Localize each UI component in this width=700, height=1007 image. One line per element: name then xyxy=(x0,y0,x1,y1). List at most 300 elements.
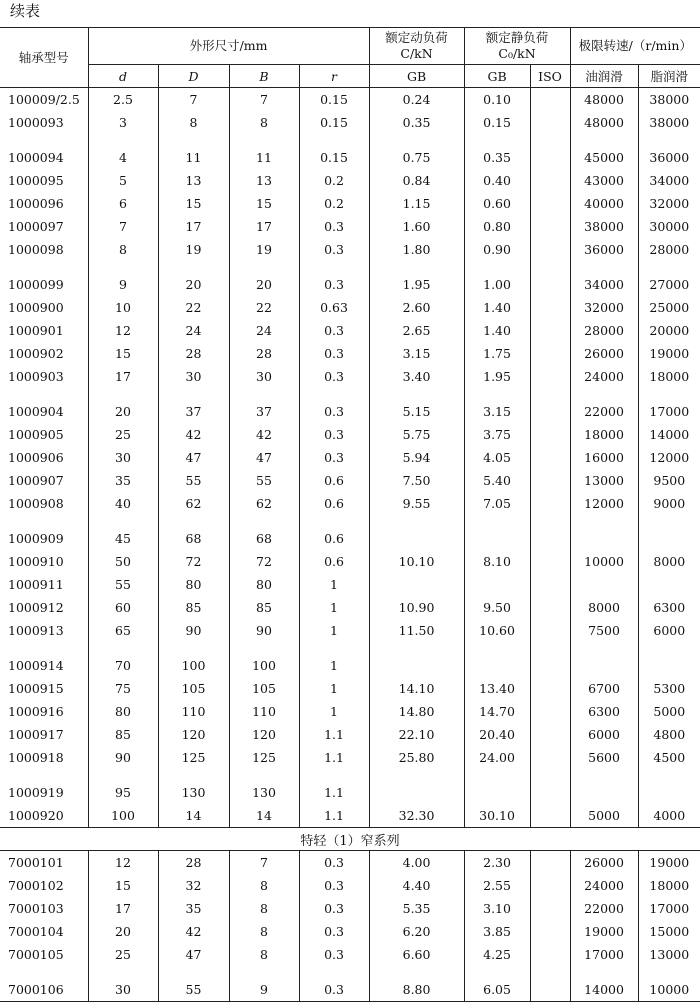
table-cell: 0.80 xyxy=(464,215,530,238)
table-row xyxy=(0,192,700,215)
table-cell: 0.3 xyxy=(299,400,369,423)
col-gb-dynamic: GB xyxy=(369,65,464,88)
table-row xyxy=(0,550,700,573)
table-cell: 1000901 xyxy=(8,323,64,338)
table-cell: 28 xyxy=(229,342,299,365)
table-cell: 9.50 xyxy=(464,596,530,619)
table-cell: 0.60 xyxy=(464,192,530,215)
table-cell xyxy=(530,781,570,804)
table-cell: 14 xyxy=(229,804,299,828)
table-cell: 20 xyxy=(88,920,158,943)
table-cell: 32000 xyxy=(570,296,638,319)
table-cell: 4.00 xyxy=(369,851,464,875)
table-cell: 1000914 xyxy=(8,658,64,673)
table-cell: 14.10 xyxy=(369,677,464,700)
table-cell: 32 xyxy=(158,874,229,897)
table-cell: 4.25 xyxy=(464,943,530,966)
table-cell: 9 xyxy=(229,978,299,1002)
table-cell: 4800 xyxy=(638,723,700,746)
table-cell: 3.85 xyxy=(464,920,530,943)
table-cell xyxy=(530,146,570,169)
table-cell xyxy=(530,874,570,897)
table-cell: 1.40 xyxy=(464,296,530,319)
group-spacer xyxy=(0,261,700,273)
table-cell: 1 xyxy=(299,573,369,596)
table-cell: 13 xyxy=(158,169,229,192)
table-cell: 3 xyxy=(88,111,158,134)
table-cell: 45 xyxy=(88,527,158,550)
table-cell: 1.1 xyxy=(299,723,369,746)
table-cell xyxy=(530,527,570,550)
table-row xyxy=(0,746,700,769)
table-cell xyxy=(530,746,570,769)
col-d: d xyxy=(88,65,158,88)
table-row xyxy=(0,215,700,238)
table-cell: 28 xyxy=(158,342,229,365)
table-cell: 1.80 xyxy=(369,238,464,261)
table-cell: 0.24 xyxy=(369,88,464,112)
table-cell: 6700 xyxy=(570,677,638,700)
table-cell: 0.40 xyxy=(464,169,530,192)
table-cell xyxy=(570,654,638,677)
table-cell: 1000908 xyxy=(8,496,64,511)
table-cell: 42 xyxy=(158,423,229,446)
table-cell: 1000904 xyxy=(8,404,64,419)
table-row xyxy=(0,527,700,550)
table-cell: 20 xyxy=(88,400,158,423)
table-row xyxy=(0,897,700,920)
table-cell: 40 xyxy=(88,492,158,515)
table-row xyxy=(0,446,700,469)
group-spacer xyxy=(0,388,700,400)
table-cell: 1.40 xyxy=(464,319,530,342)
col-speed-header: 极限转速/（r/min） xyxy=(570,28,700,65)
table-cell xyxy=(530,111,570,134)
table-cell: 1000912 xyxy=(8,600,64,615)
table-cell: 0.90 xyxy=(464,238,530,261)
table-cell: 5.94 xyxy=(369,446,464,469)
table-cell: 10.90 xyxy=(369,596,464,619)
table-cell: 30 xyxy=(229,365,299,388)
table-row xyxy=(0,978,700,1002)
table-cell: 12 xyxy=(88,319,158,342)
table-cell: 8 xyxy=(88,238,158,261)
table-cell xyxy=(530,723,570,746)
table-cell: 17 xyxy=(88,365,158,388)
table-cell: 1000097 xyxy=(8,219,64,234)
table-cell: 3.15 xyxy=(464,400,530,423)
table-caption: 续表 xyxy=(10,2,41,20)
table-cell xyxy=(530,88,570,112)
table-cell: 28000 xyxy=(570,319,638,342)
table-cell: 3.75 xyxy=(464,423,530,446)
table-cell: 0.3 xyxy=(299,365,369,388)
table-cell xyxy=(530,897,570,920)
table-row xyxy=(0,342,700,365)
table-cell: 18000 xyxy=(638,874,700,897)
table-cell: 70 xyxy=(88,654,158,677)
table-row xyxy=(0,238,700,261)
table-cell: 1 xyxy=(299,619,369,642)
table-cell: 11.50 xyxy=(369,619,464,642)
table-cell: 1000095 xyxy=(8,173,64,188)
table-cell: 85 xyxy=(229,596,299,619)
table-cell: 8 xyxy=(229,920,299,943)
table-cell: 100009/2.5 xyxy=(8,92,80,107)
table-cell: 1000099 xyxy=(8,277,64,292)
table-cell: 20 xyxy=(158,273,229,296)
table-cell: 12 xyxy=(88,851,158,875)
table-cell: 105 xyxy=(229,677,299,700)
group-spacer xyxy=(0,642,700,654)
table-cell xyxy=(369,527,464,550)
table-cell: 14.70 xyxy=(464,700,530,723)
table-cell: 19000 xyxy=(638,851,700,875)
table-cell: 6000 xyxy=(570,723,638,746)
table-cell: 11 xyxy=(158,146,229,169)
table-cell: 125 xyxy=(229,746,299,769)
table-cell: 12000 xyxy=(638,446,700,469)
table-cell: 14 xyxy=(158,804,229,828)
table-cell: 17000 xyxy=(638,897,700,920)
table-cell: 19000 xyxy=(570,920,638,943)
table-cell: 6300 xyxy=(638,596,700,619)
table-cell: 19 xyxy=(229,238,299,261)
table-cell: 17 xyxy=(88,897,158,920)
table-cell: 17 xyxy=(229,215,299,238)
table-cell: 9.55 xyxy=(369,492,464,515)
table-cell xyxy=(570,573,638,596)
table-cell: 43000 xyxy=(570,169,638,192)
table-cell: 10000 xyxy=(570,550,638,573)
table-cell xyxy=(530,596,570,619)
table-cell: 120 xyxy=(229,723,299,746)
table-cell: 62 xyxy=(229,492,299,515)
table-cell: 1000902 xyxy=(8,346,64,361)
bearing-table xyxy=(0,27,700,1002)
table-row xyxy=(0,88,700,112)
table-cell: 18000 xyxy=(570,423,638,446)
table-body-1 xyxy=(0,88,700,828)
table-cell: 6300 xyxy=(570,700,638,723)
table-cell: 0.3 xyxy=(299,238,369,261)
table-cell: 1.1 xyxy=(299,746,369,769)
table-cell: 26000 xyxy=(570,851,638,875)
table-cell: 17 xyxy=(158,215,229,238)
table-cell: 11 xyxy=(229,146,299,169)
table-cell: 0.6 xyxy=(299,527,369,550)
table-cell: 8.10 xyxy=(464,550,530,573)
table-row xyxy=(0,920,700,943)
table-cell: 0.15 xyxy=(299,88,369,112)
table-cell xyxy=(464,781,530,804)
col-model-header: 轴承型号 xyxy=(0,28,88,88)
table-cell: 90 xyxy=(88,746,158,769)
table-row xyxy=(0,619,700,642)
table-cell: 5600 xyxy=(570,746,638,769)
table-cell: 10 xyxy=(88,296,158,319)
table-cell: 47 xyxy=(158,446,229,469)
table-cell: 7 xyxy=(229,88,299,112)
table-cell: 0.3 xyxy=(299,874,369,897)
table-cell: 5300 xyxy=(638,677,700,700)
table-cell: 38000 xyxy=(570,215,638,238)
table-cell: 2.30 xyxy=(464,851,530,875)
table-row xyxy=(0,273,700,296)
table-cell: 7 xyxy=(229,851,299,875)
table-cell: 7000103 xyxy=(8,901,64,916)
table-cell: 0.15 xyxy=(299,111,369,134)
table-row xyxy=(0,677,700,700)
group-spacer xyxy=(0,515,700,527)
table-cell: 7 xyxy=(88,215,158,238)
group-spacer xyxy=(0,966,700,978)
col-iso: ISO xyxy=(530,65,570,88)
col-dims-header: 外形尺寸/mm xyxy=(88,28,369,65)
table-cell: 35 xyxy=(158,897,229,920)
table-row xyxy=(0,596,700,619)
group-spacer xyxy=(0,769,700,781)
table-cell: 35 xyxy=(88,469,158,492)
table-cell xyxy=(530,573,570,596)
table-cell: 14000 xyxy=(638,423,700,446)
table-cell: 12000 xyxy=(570,492,638,515)
table-cell: 1000920 xyxy=(8,808,64,823)
table-cell xyxy=(530,238,570,261)
table-cell: 1000905 xyxy=(8,427,64,442)
table-cell: 4.40 xyxy=(369,874,464,897)
table-cell: 48000 xyxy=(570,111,638,134)
table-cell: 80 xyxy=(229,573,299,596)
table-cell: 13 xyxy=(229,169,299,192)
table-cell: 30 xyxy=(158,365,229,388)
table-cell: 72 xyxy=(229,550,299,573)
table-cell: 3.40 xyxy=(369,365,464,388)
table-cell: 28 xyxy=(158,851,229,875)
table-cell: 28000 xyxy=(638,238,700,261)
table-cell xyxy=(530,978,570,1002)
table-cell: 0.6 xyxy=(299,469,369,492)
table-cell: 22000 xyxy=(570,897,638,920)
table-cell xyxy=(530,169,570,192)
table-cell: 10.10 xyxy=(369,550,464,573)
table-cell: 1000919 xyxy=(8,785,64,800)
col-dynamic-load-header: 额定动负荷 C/kN xyxy=(369,28,464,65)
table-cell: 130 xyxy=(158,781,229,804)
table-cell: 38000 xyxy=(638,111,700,134)
table-cell xyxy=(530,215,570,238)
table-cell: 4.05 xyxy=(464,446,530,469)
table-cell: 100 xyxy=(158,654,229,677)
table-cell: 3.10 xyxy=(464,897,530,920)
table-cell: 55 xyxy=(158,469,229,492)
table-cell: 24000 xyxy=(570,874,638,897)
table-cell: 25000 xyxy=(638,296,700,319)
table-cell: 100 xyxy=(88,804,158,828)
table-cell: 5.35 xyxy=(369,897,464,920)
table-cell: 30 xyxy=(88,978,158,1002)
table-cell: 8 xyxy=(229,111,299,134)
table-cell: 1000900 xyxy=(8,300,64,315)
table-cell: 22.10 xyxy=(369,723,464,746)
table-cell: 7.50 xyxy=(369,469,464,492)
table-cell: 13000 xyxy=(638,943,700,966)
table-cell: 6.60 xyxy=(369,943,464,966)
section-row xyxy=(0,828,700,851)
table-cell: 20.40 xyxy=(464,723,530,746)
table-cell: 4 xyxy=(88,146,158,169)
table-cell xyxy=(530,296,570,319)
table-cell: 7000106 xyxy=(8,982,64,997)
table-cell: 0.15 xyxy=(299,146,369,169)
table-cell xyxy=(530,365,570,388)
table-cell: 0.15 xyxy=(464,111,530,134)
table-cell xyxy=(530,677,570,700)
table-cell xyxy=(530,920,570,943)
table-cell xyxy=(530,423,570,446)
table-cell: 30000 xyxy=(638,215,700,238)
table-cell: 13000 xyxy=(570,469,638,492)
table-cell: 10000 xyxy=(638,978,700,1002)
table-cell: 47 xyxy=(229,446,299,469)
table-cell: 1000907 xyxy=(8,473,64,488)
table-cell: 36000 xyxy=(638,146,700,169)
table-cell xyxy=(530,319,570,342)
table-cell: 0.35 xyxy=(464,146,530,169)
table-cell: 95 xyxy=(88,781,158,804)
table-cell: 25 xyxy=(88,423,158,446)
table-cell: 2.5 xyxy=(88,88,158,112)
table-cell: 1000096 xyxy=(8,196,64,211)
table-cell: 22 xyxy=(229,296,299,319)
table-cell: 36000 xyxy=(570,238,638,261)
table-cell: 32.30 xyxy=(369,804,464,828)
table-cell: 6.05 xyxy=(464,978,530,1002)
table-cell: 24000 xyxy=(570,365,638,388)
table-cell: 20 xyxy=(229,273,299,296)
table-cell: 2.55 xyxy=(464,874,530,897)
table-cell: 68 xyxy=(158,527,229,550)
table-cell xyxy=(369,573,464,596)
table-cell xyxy=(464,573,530,596)
table-cell: 0.3 xyxy=(299,851,369,875)
table-cell xyxy=(638,654,700,677)
table-cell: 1.95 xyxy=(464,365,530,388)
table-cell: 55 xyxy=(158,978,229,1002)
table-cell: 9 xyxy=(88,273,158,296)
table-cell: 50 xyxy=(88,550,158,573)
table-cell: 8000 xyxy=(570,596,638,619)
table-cell: 19 xyxy=(158,238,229,261)
table-cell: 110 xyxy=(229,700,299,723)
table-row xyxy=(0,654,700,677)
table-cell: 0.63 xyxy=(299,296,369,319)
table-cell: 0.3 xyxy=(299,342,369,365)
table-cell: 26000 xyxy=(570,342,638,365)
table-cell xyxy=(530,700,570,723)
table-cell: 1 xyxy=(299,700,369,723)
table-cell: 10.60 xyxy=(464,619,530,642)
table-cell: 8000 xyxy=(638,550,700,573)
table-cell: 1.1 xyxy=(299,804,369,828)
table-cell: 5 xyxy=(88,169,158,192)
table-cell: 130 xyxy=(229,781,299,804)
table-row xyxy=(0,874,700,897)
table-cell xyxy=(530,342,570,365)
table-cell: 7 xyxy=(158,88,229,112)
table-row xyxy=(0,146,700,169)
table-cell: 30.10 xyxy=(464,804,530,828)
table-cell: 47 xyxy=(158,943,229,966)
table-cell: 9000 xyxy=(638,492,700,515)
table-cell xyxy=(369,654,464,677)
table-cell xyxy=(530,804,570,828)
table-cell: 1000911 xyxy=(8,577,64,592)
table-cell: 16000 xyxy=(570,446,638,469)
table-cell xyxy=(570,781,638,804)
table-cell xyxy=(464,654,530,677)
table-cell: 0.6 xyxy=(299,550,369,573)
table-row xyxy=(0,169,700,192)
table-cell: 15 xyxy=(88,874,158,897)
table-cell: 1000917 xyxy=(8,727,64,742)
table-cell: 7000105 xyxy=(8,947,64,962)
table-row xyxy=(0,781,700,804)
table-cell: 0.84 xyxy=(369,169,464,192)
table-cell: 6 xyxy=(88,192,158,215)
table-cell: 37 xyxy=(229,400,299,423)
table-cell: 8 xyxy=(229,943,299,966)
table-row xyxy=(0,400,700,423)
table-row xyxy=(0,296,700,319)
table-cell xyxy=(530,273,570,296)
table-cell: 0.3 xyxy=(299,215,369,238)
table-cell: 8 xyxy=(229,874,299,897)
table-cell: 100 xyxy=(229,654,299,677)
table-cell: 120 xyxy=(158,723,229,746)
table-row xyxy=(0,851,700,875)
table-cell: 1 xyxy=(299,677,369,700)
table-cell: 7000102 xyxy=(8,878,64,893)
table-cell: 1.00 xyxy=(464,273,530,296)
table-cell: 72 xyxy=(158,550,229,573)
table-cell: 42 xyxy=(158,920,229,943)
table-cell: 8 xyxy=(229,897,299,920)
table-cell xyxy=(638,527,700,550)
table-cell: 0.35 xyxy=(369,111,464,134)
table-cell: 80 xyxy=(88,700,158,723)
table-cell xyxy=(464,527,530,550)
table-cell: 68 xyxy=(229,527,299,550)
table-cell: 0.3 xyxy=(299,978,369,1002)
table-cell: 110 xyxy=(158,700,229,723)
table-cell: 0.3 xyxy=(299,423,369,446)
table-cell: 5000 xyxy=(570,804,638,828)
table-cell: 80 xyxy=(158,573,229,596)
table-cell: 0.3 xyxy=(299,319,369,342)
table-cell: 85 xyxy=(88,723,158,746)
table-cell: 37 xyxy=(158,400,229,423)
table-cell: 85 xyxy=(158,596,229,619)
table-row xyxy=(0,423,700,446)
col-grease: 脂润滑 xyxy=(638,65,700,88)
table-cell: 2.65 xyxy=(369,319,464,342)
table-cell: 105 xyxy=(158,677,229,700)
table-cell: 34000 xyxy=(570,273,638,296)
table-cell: 7500 xyxy=(570,619,638,642)
table-cell: 20000 xyxy=(638,319,700,342)
table-cell: 15 xyxy=(158,192,229,215)
